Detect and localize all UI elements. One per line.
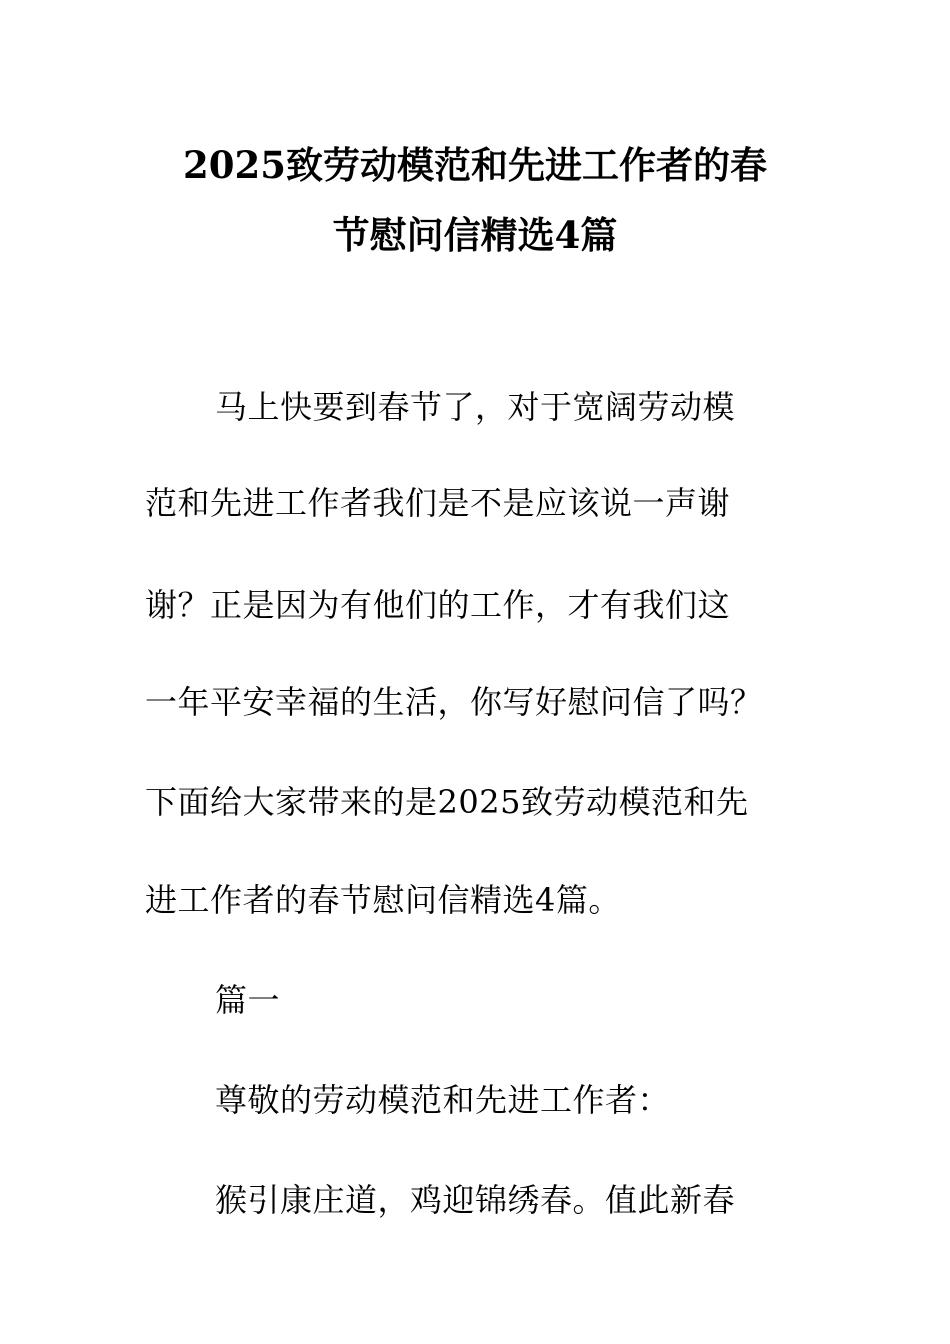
intro-line-1: 马上快要到春节了，对于宽阔劳动模 <box>215 388 736 426</box>
intro-line-3: 谢？正是因为有他们的工作，才有我们这 <box>145 586 731 624</box>
intro-line-2: 范和先进工作者我们是不是应该说一声谢 <box>145 484 731 522</box>
document-title-line-1: 2025致劳动模范和先进工作者的春 <box>183 143 767 187</box>
document-title-line-2: 节慰问信精选4篇 <box>332 213 618 257</box>
intro-line-6: 进工作者的春节慰问信精选4篇。 <box>145 881 621 919</box>
section-heading: 篇一 <box>215 981 281 1019</box>
intro-line-5: 下面给大家带来的是2025致劳动模范和先 <box>145 783 749 821</box>
intro-line-4: 一年平安幸福的生活，你写好慰问信了吗？ <box>145 683 763 721</box>
body-line-1: 猴引康庄道，鸡迎锦绣春。值此新春 <box>215 1181 736 1219</box>
salutation: 尊敬的劳动模范和先进工作者： <box>215 1081 671 1119</box>
